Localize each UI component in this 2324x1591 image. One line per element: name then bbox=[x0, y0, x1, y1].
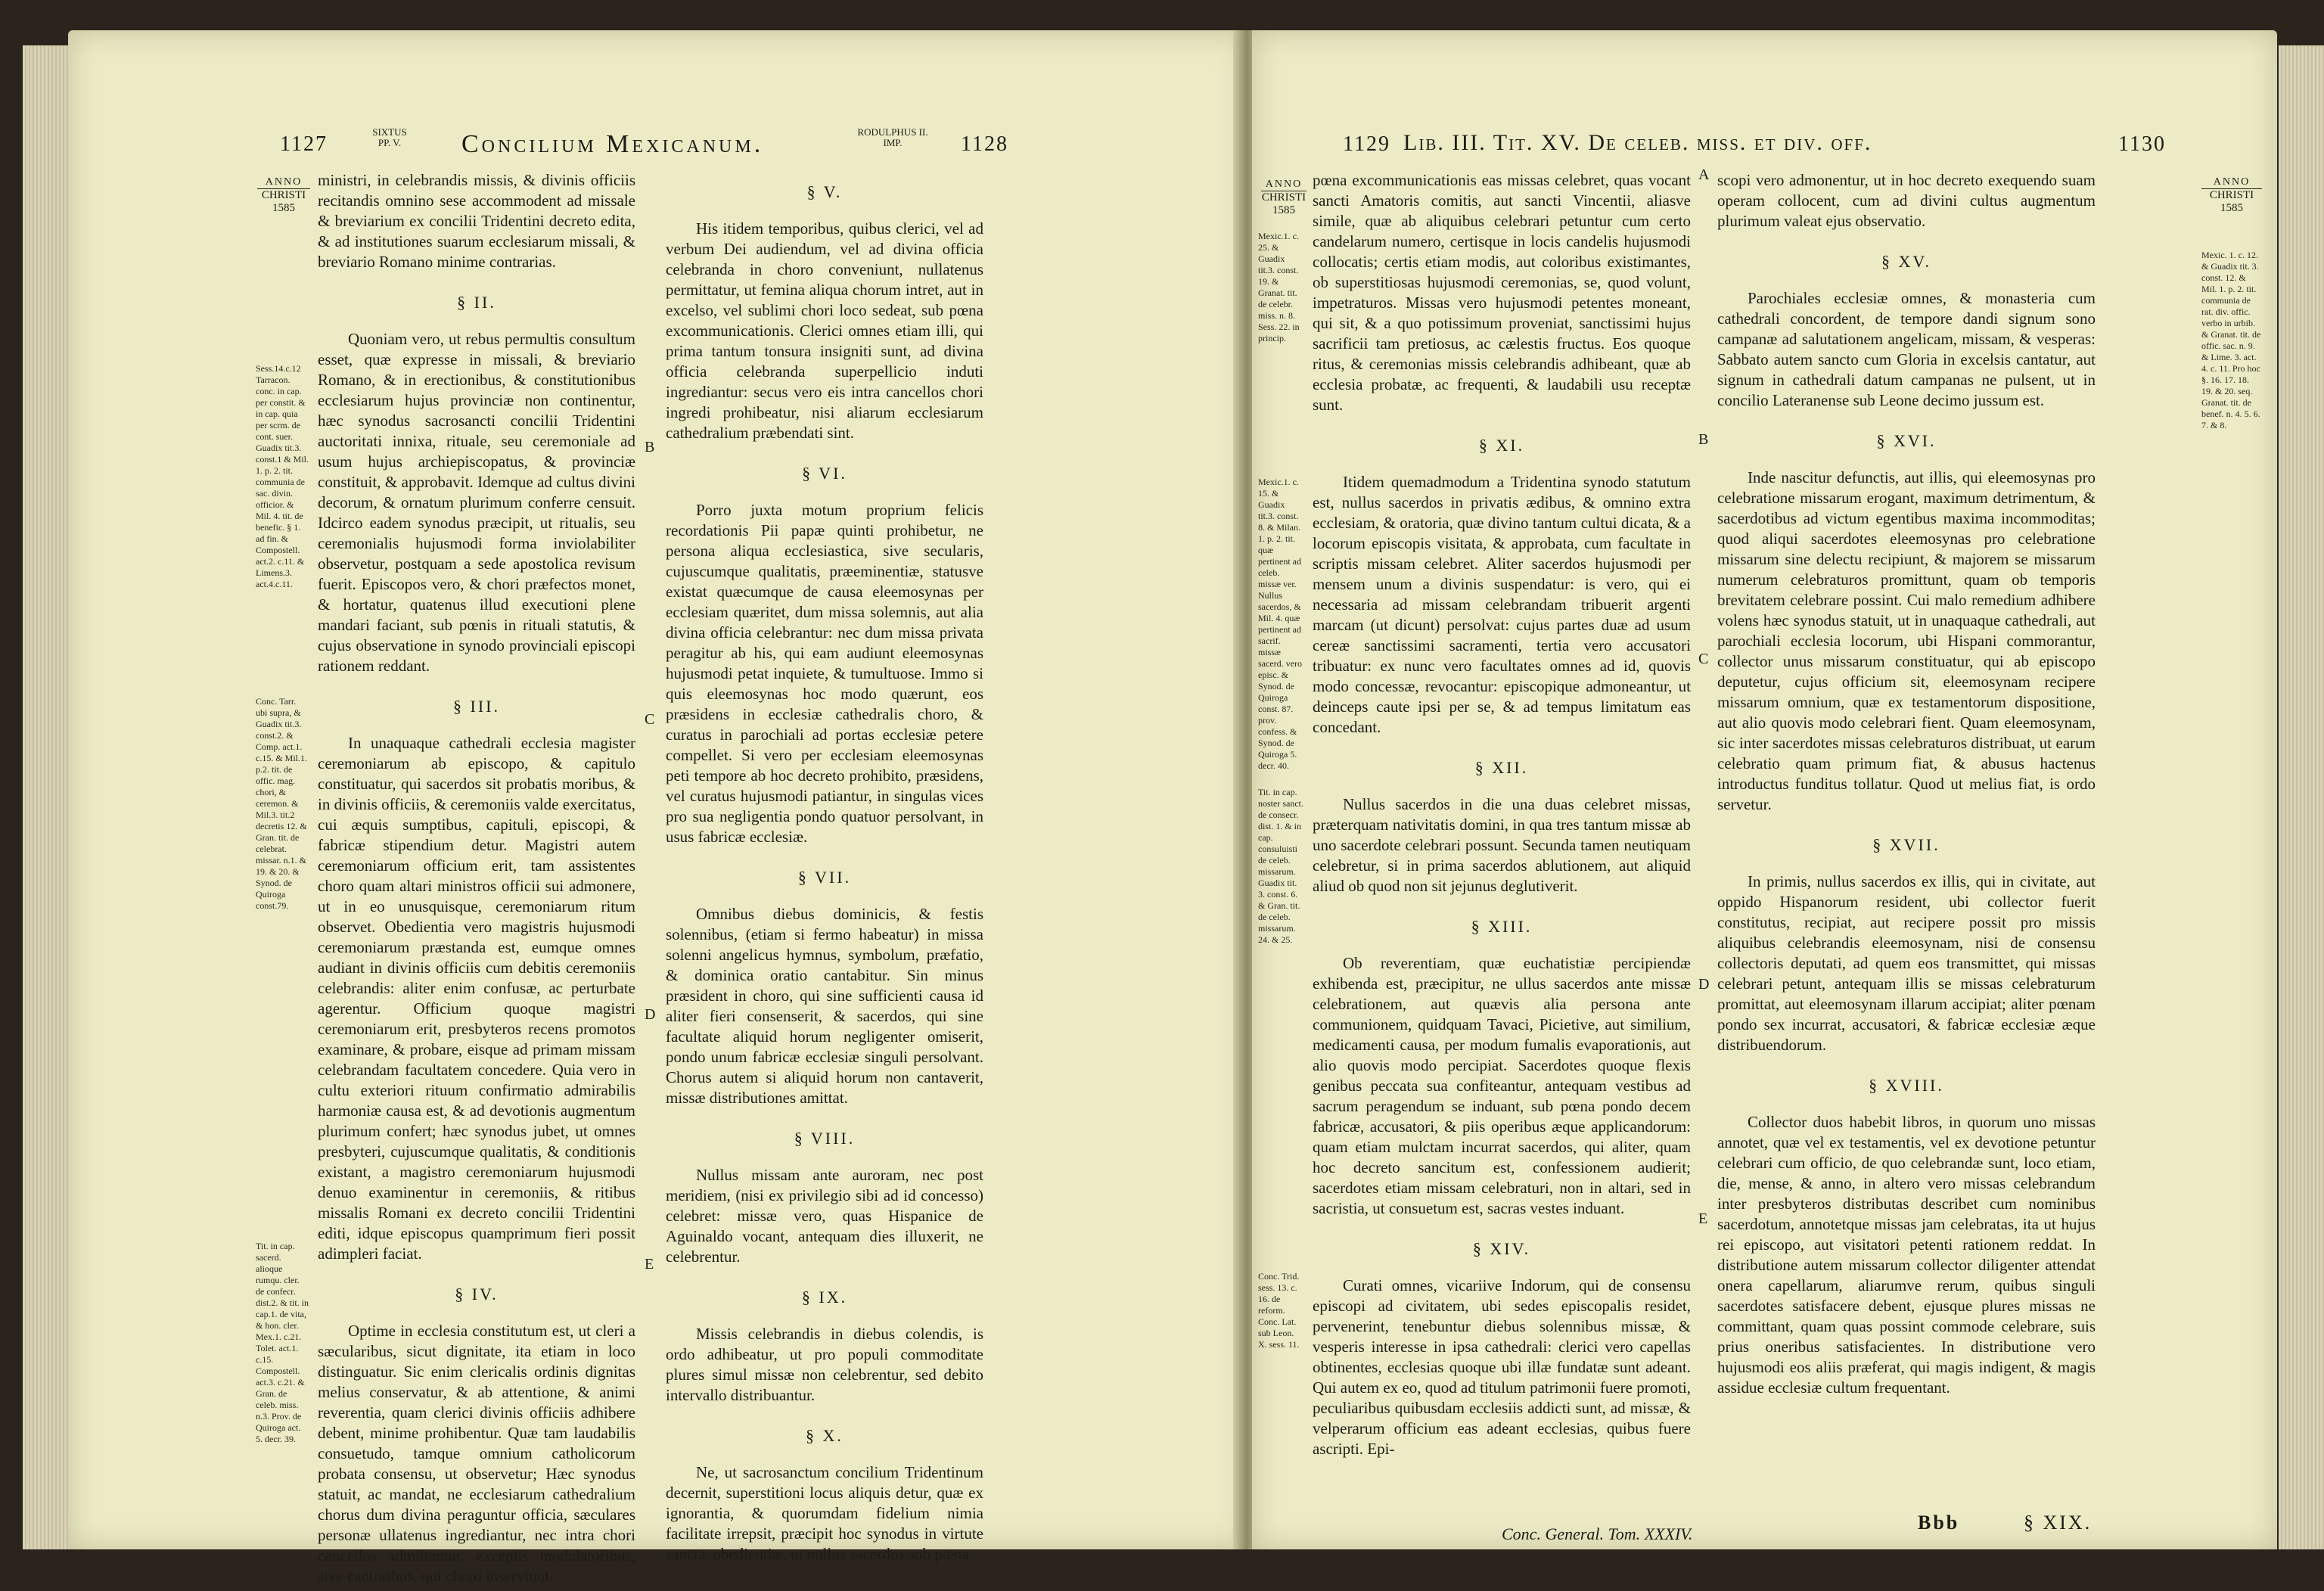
section-heading: § XV. bbox=[1881, 252, 1931, 271]
paragraph: Porro juxta motum proprium felicis recordationis Pii papæ quinti prohibetur, ne persona aliqua ecclesiastica, sive secularis, cujuscumque qualitatis, præeminentiæ, statusve existat quæcumque de causa eleemosynas per ecclesiam quæritet, dum missa solemnis, aut alia divina officia celebrantur: nec dum missa privata peragitur ab his, qui eam audiunt eleemosynas hujusmodi petat inquiete, & tumultuose. Immo si quis eleemosynas hoc modo quærunt, eos præsidens in ecclesiæ cathedralis choro, & curatus in parochiali ad portas ecclesiæ petere compellet. Si vero per ecclesiam eleemosynas peti tempore ab hoc decreto prohibito, præsidens, vel curatus hujusmodi patiantur, in singulas vices pro sua negligentia pondo quatuor persolvant, in usus fabricæ ecclesiæ. bbox=[666, 501, 983, 846]
section-heading: § III. bbox=[453, 697, 500, 716]
margin-note-right-2: Mexic.1. c. 15. & Guadix tit.3. const. 8. & Milan. 1. p. 2. tit. quæ pertinent ad celeb. missæ ver. Nullus sacerdos, & Mil. 4. quæ pertinent ad sacrif. missæ sacerd. vero episc. & Synod. de Quiroga const. 87. prov. confess. & Synod. de Quiroga 5. decr. 40. bbox=[1258, 477, 1302, 771]
paragraph: Omnibus diebus dominicis, & festis solennibus, (etiam si fermo habeatur) in missa solenni angelicus hymnus, symbolum, præfatio, & dominica oratio cantabitur. Sin minus præsident in choro, qui sine sufficienti causa id aliter fieri consenserit, & sacerdos, qui sine facultate aliquid horum negligenter omiserit, pondo unum fabricæ ecclesiæ singuli persolvant. Chorus autem si aliquid horum non cantaverit, missæ distributiones amittat. bbox=[666, 905, 983, 1107]
paragraph: Itidem quemadmodum a Tridentina synodo statutum est, nullus sacerdos in privatis ædibus, & omnino extra ecclesiam, & oratoria, quæ divino tantum cultui dicata, & a locorum episcopis visitata, & approbata, cum facultate in scriptis missam celebret. Aliter sacerdos hujusmodi per mensem unum a divinis suspendatur: is vero, qui ei necessaria ad missam celebrandam tribuerit argenti marcam (ut dicunt) persolvat: cujus partes duæ ad usum cereæ sanctissimi sacramenti, tertia vero accusatori tribuatur: ex nunc vero facultates omnes ad id, quovis modo concessæ, revocantur: episcopique admoneantur, ut deinceps caute ipsi per se, & ad tempus limitatum eas concedant. bbox=[1313, 473, 1691, 736]
christi-label: CHRISTI bbox=[1261, 191, 1306, 204]
page-title-left: Concilium Mexicanum. bbox=[461, 130, 764, 158]
paragraph: Quoniam vero, ut rebus permultis consultum esset, quæ expresse in missali, & breviario Romano, & in erectionibus, & constitutionibus ecclesiarum hujus provinciæ non continentur, hæc synodus sacrosancti concilii Tridentini auctoritati innixa, rituale, seu ceremoniale ad usum hujus archiepiscopatus, & provinciæ constituit, & approbavit. Idemque ad cultus divini decorum, & ornatum plurimum conferre censuit. Idcirco eadem synodus præcipit, ut ritualis, seu ceremonialis hujusmodi forma inviolabiliter observetur, postquam a sede apostolica revisum fuerit. Episcopos vero, & chori præfectos monet, & hortatur, quatenus illud executioni plene mandari faciant, sub pœnis in rituali statutis, & cujus observatione in synodo provinciali episcopi rationem reddant. bbox=[318, 330, 635, 675]
margin-note-right-4: Conc. Trid. sess. 13. c. 16. de reform. Conc. Lat. sub Leon. X. sess. 11. bbox=[1258, 1271, 1300, 1350]
section-heading: § XII. bbox=[1474, 758, 1529, 777]
paragraph: In unaquaque cathedrali ecclesia magister ceremoniarum ab episcopo, & capitulo constituatur, qui sacerdos sit probatis moribus, & in divinis officiis, & ceremoniis valde exercitatus, cui æquis sumptibus, capituli, episcopi, & fabricæ stipendium detur. Magistri autem ceremoniarum officium erit, tam assistentes choro quam altari ministros officii sui admonere, ut in eo unusquisque, ceremoniarum ritum observet. Obedientia vero magistris hujusmodi ceremoniarum præstanda est, eumque omnes audiant in divinis officiis cum debitis ceremoniis celebrandis: aliter enim confusæ, ac perturbate agerentur. Officium quoque magistri ceremoniarum erit, presbyteros recens promotos examinare, & probare, eisque ad primam missam celebrandam facultatem concedere. Quia vero in cultu exteriori rituum confirmatio admirabilis harmoniæ causa est, & ad devotionis augmentum plurimum confert; hæc synodus jubet, ut omnes presbyteri, cujuscumque qualitatis, & conditionis existant, a magistro ceremoniarum hujusmodi denuo examinentur in ceremoniis, & ritibus missalis Romani ex decreto concilii Tridentini editi, idque episcopus quamprimum fieri possit adimpleri faciat. bbox=[318, 734, 635, 1263]
section-heading: § VI. bbox=[802, 464, 847, 483]
emperor-name: RODULPHUS II. bbox=[857, 126, 928, 138]
margin-letter-b: B bbox=[1698, 431, 1709, 448]
anno-year: 1585 bbox=[1272, 204, 1295, 216]
anno-label: ANNO bbox=[1261, 178, 1306, 191]
paragraph: In primis, nullus sacerdos ex illis, qui in civitate, aut oppido Hispanorum resident, ubi collector fuerit constitutus, recipiat, aut recipere possit pro missis aliquibus celebrandis eleemosynam, nisi de consensu collectoris deputati, ad quem eos transmittet, qui missas celebrari petunt, antequam illis se missas celebraturum promittat, aut eleemosynam illarum accipiat; aliter pœnam pondo sex incurrat, accusatori, & fabricæ ecclesiæ æque distribuendorum. bbox=[1717, 872, 2096, 1054]
volume-footer: Conc. General. Tom. XXXIV. bbox=[1502, 1524, 1693, 1543]
left-page bbox=[68, 30, 1248, 1585]
left-page-column-1 bbox=[318, 170, 635, 1591]
margin-letter-e: E bbox=[1698, 1210, 1708, 1227]
paragraph: Optime in ecclesia constitutum est, ut cleri a sæcularibus, sicut dignitate, ita etiam in loco distinguatur. Sic enim clericalis ordinis dignitas melius conservatur, & ab attentione, & animi reverentia, quam clerici divinis officiis adhibere debent, minime prohibentur. Quæ tam laudabilis consuetudo, tamque omnium catholicorum probata consensu, ut observetur; Hæc synodus statuit, ac mandat, ne ecclesiarum cathedralium chorus dum divina peraguntur officia, sæculares personæ ullatenus ingrediantur, nec intra chori cancellos admittantur, exceptis modulatoribus, sive cantoribus, qui choro inserviunt. bbox=[318, 1322, 635, 1585]
anno-label: ANNO bbox=[2201, 176, 2262, 189]
paragraph: ministri, in celebrandis missis, & divinis officiis recitandis omnino sese accommodent ad missale & breviarium ex concilii Tridentini decreto edita, & ad institutiones suarum ecclesiarum missali, & breviario Romano minime contrarias. bbox=[318, 171, 635, 271]
section-heading: § IX. bbox=[801, 1288, 848, 1307]
margin-note-right-outer: Mexic. 1. c. 12. & Guadix tit. 3. const. 12. & Mil. 1. p. 2. tit. communia de rat. div. offic. verbo in urbib. & Granat. tit. de offic. sac. n. 9. & Lime. 3. act. 4. c. 11. Pro hoc §. 16. 17. 18. 19. & 20. seq. Granat. tit. de benef. n. 4. 5. 6. 7. & 8. bbox=[2201, 250, 2261, 430]
page-edges-right bbox=[2279, 45, 2324, 1549]
book bbox=[23, 0, 2324, 1585]
paragraph: Curati omnes, vicariive Indorum, qui de consensu episcopi ad civitatem, ubi sedes episcopalis residet, pervenerint, tenebuntur diebus solennibus missæ, & vesperis interesse in ipsa cathedrali: clerici vero capellas obtinentes, ecclesias quoque ubi illæ fundatæ sunt adeant. Qui autem ex eo, quod ad titulum patrimonii fuere promoti, peculiaribus quibusdam ecclesiis addicti sunt, ad missæ, & velperarum officium eas adeant ecclesias, quibus fuere ascripti. Epi- bbox=[1313, 1276, 1691, 1458]
margin-note-right-1: Mexic.1. c. 25. & Guadix tit.3. const. 19. & Granat. tit. de celebr. miss. n. 8. Sess. 22. in princip. bbox=[1258, 231, 1300, 343]
section-heading: § XVIII. bbox=[1869, 1076, 1944, 1095]
page-number-1128: 1128 bbox=[961, 132, 1008, 156]
section-heading: § VIII. bbox=[794, 1129, 856, 1148]
emperor-title: IMP. bbox=[883, 137, 903, 148]
paragraph: Missis celebrandis in diebus colendis, is ordo adhibeatur, ut pro populi commoditate plures simul missæ non celebrentur, sed debito intervallo distribuantur. bbox=[666, 1325, 983, 1404]
page-number-1130: 1130 bbox=[2118, 132, 2166, 156]
paragraph: Inde nascitur defunctis, aut illis, qui eleemosynas pro celebratione missarum erogant, maximum detrimentum, & sacerdotibus ad victum egentibus maxima incommoditas; quod aliqui sacerdotes eleemosynas pro celebratione missarum sine delectu recipiunt, & majorem se missarum numerum celebraturos promittunt, quam ob temporis brevitatem celebrare possint. Cui malo remedium adhibere volens hæc synodus statuit, ut in unaquaque cathedrali, aut parochiali ecclesia locorum, ubi Hispani commorantur, collector unus missarum constituatur, qui ab episcopo deputetur, cujus officium sit, eleemosynam recipere missarum omnium, quæ ex testamentorum dispositione, aut alio quovis modo celebrari fient. Quam eleemosynam, sic inter sacerdotes missas celebraturos distribuat, ut earum celebratio quam primum fiat, & abusus hactenus introductus funditus tollatur. Quod ut melius fiat, is ordo servetur. bbox=[1717, 468, 2096, 813]
section-heading: § VII. bbox=[797, 868, 852, 887]
section-heading: § II. bbox=[457, 293, 496, 312]
section-heading: § XVII. bbox=[1872, 835, 1940, 854]
section-heading: § XIII. bbox=[1471, 917, 1533, 936]
margin-letter-c: C bbox=[645, 711, 655, 728]
anno-christi-left bbox=[257, 176, 310, 215]
paragraph: Nullus missam ante auroram, nec post meridiem, (nisi ex privilegio sibi ad id concesso) celebret: missæ vero, quas Hispanice de Aguinaldo vocant, antequam dies illuxerit, ne celebrentur. bbox=[666, 1166, 983, 1266]
section-heading: § IV. bbox=[455, 1285, 499, 1304]
section-heading: § XI. bbox=[1478, 436, 1525, 455]
margin-note-left-3: Tit. in cap. sacerd. alioque rumqu. cler. de confecr. dist.2. & tit. in cap.1. de vita, & hon. cler. Mex.1. c.21. Tolet. act.1. c.15. Compostell. act.3. c.21. & Gran. de celeb. miss. n.3. Prov. de Quiroga act. 5. decr. 39. bbox=[256, 1241, 309, 1444]
anno-christi-right-inner bbox=[1261, 178, 1306, 217]
page-edges-left bbox=[23, 45, 68, 1549]
christi-label: CHRISTI bbox=[261, 189, 306, 201]
margin-letter-b: B bbox=[645, 439, 655, 455]
page-number-1127: 1127 bbox=[280, 132, 328, 156]
signature-mark: Bbb bbox=[1918, 1512, 1960, 1534]
page-title-right: Lib. III. Tit. XV. De celeb. miss. et div. off. bbox=[1403, 130, 1872, 155]
pope-title: PP. V. bbox=[377, 137, 402, 148]
catchword-section: § XIX. bbox=[2024, 1512, 2093, 1534]
paragraph: pœna excommunicationis eas missas celebret, quas vocant sancti Amatoris comitis, aut sancti Vincentii, aliasve simile, quæ ab aliquibus celebrari petuntur cum certo candelarum numero, certisque in locis candelis hujusmodi collocatis; certis etiam modis, aut coloribus existimantes, ob superstitiosas hujusmodi ceremonias, se, quod volunt, impetraturos. Missas vero hujusmodi petentes moneant, qui sit, & a quo potissimum proveniat, sanctissimi hujus sacrificii tam pretiosus, ac cælestis fructus. Eos quoque ritus, & ceremonias missis celebrandis adhibeant, quæ ab ecclesia probatæ, ac frequenti, & laudabili usu receptæ sunt. bbox=[1313, 171, 1691, 414]
christi-label: CHRISTI bbox=[2209, 189, 2254, 201]
page-number-1129: 1129 bbox=[1343, 132, 1390, 156]
running-head-emperor bbox=[840, 127, 946, 148]
margin-letter-e: E bbox=[645, 1256, 654, 1272]
margin-note-left-2: Conc. Tarr. ubi supra, & Guadix tit.3. const.2. & Comp. act.1. c.15. & Mil.1. p.2. tit. de offic. mag. chori, & ceremon. & Mil.3. tit.2 decretis 12. & Gran. tit. de celebrat. missar. n.1. & 19. & 20. & Synod. de Quiroga const.79. bbox=[256, 696, 307, 911]
margin-letter-d: D bbox=[645, 1006, 656, 1023]
right-page-column-2 bbox=[1717, 170, 2096, 1403]
margin-note-left-1: Sess.14.c.12 Tarracon. conc. in cap. per constit. & in cap. quia per scrm. de cont. suer. Guadix tit.3. const.1 & Mil. 1. p. 2. tit. communia de sac. divin. officior. & Mil. 4. tit. de benefic. § 1. ad fin. & Compostell. act.2. c.11. & Limens.3. act.4.c.11. bbox=[256, 363, 309, 589]
paragraph: Parochiales ecclesiæ omnes, & monasteria cum cathedrali concordent, de tempore dandi signum sono campanæ ad salutationem angelicam, missam, & vesperas: Sabbato autem sancto cum Gloria in excelsis cantatur, aut signum in cathedrali datum campanas ne pulsent, ut in concilio Lateranense sub Leone decimo jussum est. bbox=[1717, 289, 2096, 409]
margin-letter-a: A bbox=[1698, 166, 1710, 183]
right-page bbox=[1252, 30, 2277, 1549]
anno-year: 1585 bbox=[2220, 202, 2243, 214]
margin-letter-c: C bbox=[1698, 651, 1709, 667]
paragraph: His itidem temporibus, quibus clerici, vel ad verbum Dei audiendum, vel ad divina officia celebranda in choro conveniunt, nullatenus permittatur, ut femina aliqua chorum intret, aut in excelso, vel sublimi chori loco sedeat, sub pœna excommunicationis. Clerici omnes etiam illi, qui prima tantum tonsura insigniti sunt, ad divina officia celebranda superpellicio induti ingrediantur: secus vero eis intra cancellos chori ingredi prohibeatur, nisi aliarum ecclesiarum cathedralium præbendati sint. bbox=[666, 219, 983, 442]
paragraph: Nullus sacerdos in die una duas celebret missas, præterquam nativitatis domini, in qua tres tantum missæ ab uno sacerdote celebrari possunt. Secunda tamen neutiquam celebretur, si in prima sacerdos ablutionem, aut aliquid aliud ob quod non sit jejunus deglutiverit. bbox=[1313, 795, 1691, 895]
paragraph: Collector duos habebit libros, in quorum uno missas annotet, quæ vel ex testamentis, vel ex devotione petuntur celebrari cum officio, de quo celebrandæ sunt, loco etiam, die, mense, & anno, in altero vero missas celebrandum inter presbyteros distributas describet cum nominibus sacerdotum, annotetque missas jam celebratas, ita ut hujus rei episcopo, aut visitatori petenti rationem reddat. In distributione autem missarum collector diligenter attendat onera capellarum, aliarumve rerum, quibus singuli sacerdotes satisfacere debent, ejusque plures missas ne committant, quam quas possint commode celebrare, suis prius oneribus satisfacientes. In distributione vero hujusmodi eos aliis præferat, qui magis indigent, & magis assidue ecclesiæ cultum frequentant. bbox=[1717, 1113, 2096, 1397]
running-head-pope bbox=[356, 127, 424, 148]
paragraph: Ne, ut sacrosanctum concilium Tridentinum decernit, superstitioni locus aliquis detur, quæ ex ignorantia, & quorumdam fidelium nimia facilitate irrepsit, præcipit hoc synodus in virtute sanctæ obedientiæ, ut nullus sacerdos sub pœna bbox=[666, 1463, 983, 1563]
section-heading: § XVI. bbox=[1876, 431, 1937, 450]
margin-note-right-3: Tit. in cap. noster sanct. de consecr. dist. 1. & in cap. consuluisti de celeb. missarum. Guadix tit. 3. const. 6. & Gran. tit. de celeb. missarum. 24. & 25. bbox=[1258, 787, 1303, 945]
right-page-column-1 bbox=[1313, 170, 1691, 1464]
left-page-column-2 bbox=[666, 182, 983, 1569]
anno-year: 1585 bbox=[272, 202, 295, 214]
paragraph: Ob reverentiam, quæ euchatistiæ percipiendæ exhibenda est, præcipitur, ne ullus sacerdos ante missæ celebrationem, aut quævis alia persona ante communionem, quidquam Tavaci, Picietive, aut similium, medicamenti causa, per modum fumalis evaporationis, aut alio quovis modo percipiat. Sacerdotes quoque flexis genibus peccata sua confiteantur, antequam vestibus ad sacrum peragendum se induant, sub pœna pondo decem fabricæ, accusatori, & piis operibus æque applicandorum: quam etiam mulctam incurrat sacerdos, qui aliter, quam hoc decreto sancitum est, confessionem audierit; sacerdotes etiam missam celebraturi, non in altari, sed in sacristia, ut consuetum est, sacras vestes induant. bbox=[1313, 954, 1691, 1217]
anno-christi-right-outer bbox=[2201, 176, 2262, 215]
section-heading: § X. bbox=[806, 1426, 844, 1445]
anno-label: ANNO bbox=[257, 176, 310, 189]
paragraph: scopi vero admonentur, ut in hoc decreto exequendo suam operam collocent, cum ad divini cultus augmentum plurimum valeat ejus observatio. bbox=[1717, 171, 2096, 230]
section-heading: § V. bbox=[806, 182, 843, 201]
margin-letter-d: D bbox=[1698, 976, 1710, 993]
pope-name: SIXTUS bbox=[372, 126, 407, 138]
section-heading: § XIV. bbox=[1472, 1239, 1531, 1258]
